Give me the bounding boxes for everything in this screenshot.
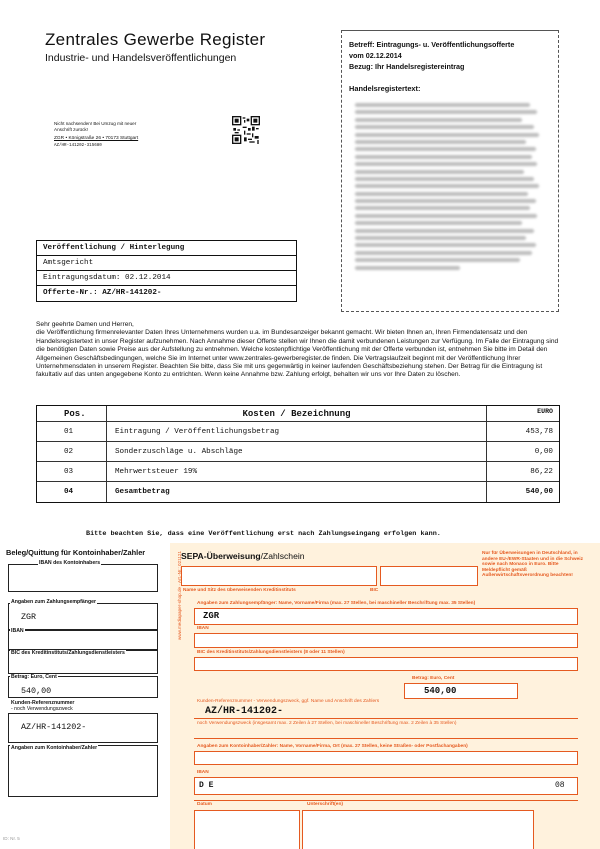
- register-text-blurred: [349, 103, 551, 270]
- publication-row: Veröffentlichung / Hinterlegung: [37, 241, 296, 256]
- sepa-amount-value: 540,00: [424, 686, 457, 696]
- sepa-title-rest: /Zahlschein: [260, 551, 305, 561]
- sepa-payer-label: Angaben zum Kontoinhaber/Zahler: Name, Vorname/Firma, Ort (max. 27 Stellen, keine Straßen- oder Postfachangaben): [197, 744, 468, 749]
- receipt-title: Beleg/Quittung für Kontoinhaber/Zahler: [6, 548, 146, 557]
- register-text-label: Handelsregistertext:: [349, 84, 421, 93]
- court-row: Amtsgericht: [37, 256, 296, 271]
- receipt-recipient-label: Angaben zum Zahlungsempfänger: [11, 599, 97, 605]
- table-row-total: [37, 482, 559, 502]
- desc-header: Kosten / Bezeichnung: [107, 406, 487, 421]
- entry-date-row: Eintragungsdatum: 02.12.2014: [37, 271, 296, 286]
- sepa-iban2-label: IBAN: [197, 770, 209, 775]
- sepa-iban-prefix: D E: [199, 781, 214, 790]
- pos-cell: 04: [37, 482, 107, 502]
- sepa-title-main: SEPA-Überweisung: [181, 551, 261, 561]
- receipt-amount-value: 540,00: [21, 686, 52, 696]
- receipt-iban2-label: IBAN: [11, 628, 24, 634]
- sepa-signature-field[interactable]: [302, 810, 534, 849]
- qr-code-icon: [232, 116, 260, 144]
- sepa-date-field[interactable]: [194, 810, 300, 849]
- sepa-iban-field[interactable]: [194, 633, 578, 648]
- table-row: [37, 442, 559, 462]
- receipt-iban-label: IBAN des Kontoinhabers: [39, 560, 101, 566]
- pos-header: Pos.: [37, 406, 107, 421]
- sepa-ref-line: [194, 718, 578, 719]
- sepa-bic-label: BIC des Kreditinstituts/Zahlungsdienstleisters (8 oder 11 Stellen): [197, 650, 345, 655]
- sepa-notice: Nur für Überweisungen in Deutschland, in andere EU-/EWR-Staaten und in die Schweiz sowie nach Monaco in Euro. Bitte Meldepflicht gemäß Außenwirtschaftsverordnung beachten!: [482, 551, 584, 579]
- offer-number-row: Offerte-Nr.: AZ/HR-141202-: [43, 289, 162, 297]
- pos-cell: 03: [37, 462, 107, 481]
- subject-reference: Bezug: Ihr Handelsregistereintrag: [349, 62, 465, 71]
- amount-header: EURO: [537, 408, 553, 415]
- receipt-ref-label: Kunden-Referenznummer: [11, 700, 75, 706]
- desc-cell: Gesamtbetrag: [107, 482, 487, 502]
- sepa-ref-label: Kunden-Referenznummer - Verwendungszweck, ggf. Name und Anschrift des Zahlers: [197, 699, 380, 704]
- subject-line: Betreff: Eintragungs- u. Veröffentlichungsofferte: [349, 40, 515, 49]
- sepa-payer-iban-field[interactable]: [194, 777, 578, 795]
- sepa-iban-label: IBAN: [197, 626, 209, 631]
- receipt-payer-label: Angaben zum Kontoinhaber/Zahler: [11, 745, 98, 751]
- receipt-amount-label: Betrag: Euro, Cent: [11, 674, 57, 680]
- corner-text: ID: Nr. 5: [3, 836, 20, 841]
- table-row: [37, 422, 559, 442]
- return-note: Nicht nachsenden! Bei Umzug mit neuer Anschrift zurück!: [54, 121, 137, 132]
- sepa-ref-value: AZ/HR-141202-: [205, 706, 284, 717]
- subject-date: vom 02.12.2014: [349, 51, 402, 60]
- sepa-amount-label: Betrag: Euro, Cent: [412, 676, 455, 681]
- sepa-ref2-line: [194, 738, 578, 739]
- sender-address: ZGR • Königstraße 26 • 70173 Stuttgart: [54, 136, 139, 141]
- subject-box: [341, 30, 559, 312]
- sepa-recipient-label: Angaben zum Zahlungsempfänger: Name, Vorname/Firma (max. 27 Stellen, bei maschineller Beschriftung max. 35 Stellen): [197, 601, 476, 606]
- receipt-recipient-value: ZGR: [21, 612, 37, 622]
- payment-note: Bitte beachten Sie, dass eine Veröffentlichung erst nach Zahlungseingang erfolgen kann.: [86, 530, 441, 538]
- receipt-payer-box[interactable]: [8, 745, 158, 797]
- receipt-ref-value: AZ/HR-141202-: [21, 722, 87, 732]
- amount-cell: 0,00: [534, 447, 553, 456]
- receipt-ref-sublabel: - noch Verwendungszweck: [11, 706, 73, 712]
- amount-cell: 86,22: [530, 467, 553, 476]
- sepa-date-line: [194, 800, 578, 801]
- desc-cell: Mehrwertsteuer 19%: [107, 462, 487, 481]
- letter-body: [36, 321, 561, 380]
- sepa-bank-field[interactable]: [181, 566, 377, 586]
- publication-table: [36, 240, 297, 302]
- cost-table-header: [37, 406, 559, 422]
- pos-cell: 01: [37, 422, 107, 441]
- greeting: Sehr geehrte Damen und Herren,: [36, 321, 134, 328]
- sepa-bic-small: BIC: [370, 588, 379, 593]
- letter-text: die Veröffentlichung firmenrelevanter Daten Ihres Unternehmens wurden u.a. im Bundesanzeiger bekannt gemacht. Wir bieten Ihnen an, Ihren Firmendatensatz und den Handelsregistertext in unser Register aufzunehmen. Nach Annahme dieser Offerte stellen wir Ihnen die damit verbundenen Leistungen zur Verfügung. Im Falle der Eintragung sind die benötigten Daten sowie Preise aus der Aufstellung zu entnehmen. Welche kostenpflichtige Veröffentlichung mit der Offerte verbunden ist, entnehmen Sie bitte im Detail den Allgemeinen Geschäftsbedingungen, welche Sie im Internet unter www.zentrales-gewerberegister.de finden. Die Vertragslaufzeit beginnt mit der Veröffentlichung Ihrer Unternehmensdaten in unserem Register. Beachten Sie bitte, dass Sie mit uns gegenwärtig in keiner laufenden Geschäftsbeziehung stehen. Der Betrag für die Eintragung ist fakultativ auf das unten angegebene Konto zu entrichten. Wenn keine Annahme bzw. Zahlung erfolgt, behalten wir uns vor Ihre Daten zu löschen.: [36, 329, 559, 379]
- receipt-iban-box[interactable]: [8, 564, 158, 592]
- sepa-date-label: Datum: [197, 802, 212, 807]
- amount-cell: 453,78: [525, 427, 553, 436]
- receipt-bic-label: BIC des Kreditinstituts/Zahlungsdienstleisters: [11, 650, 125, 656]
- sepa-sign-label: Unterschrift(en): [307, 802, 343, 807]
- desc-cell: Eintragung / Veröffentlichungsbetrag: [107, 422, 487, 441]
- sepa-bic-field[interactable]: [380, 566, 478, 586]
- company-subtitle: Industrie- und Handelsveröffentlichungen: [45, 52, 237, 64]
- table-row: [37, 462, 559, 482]
- sepa-side-text: www.mediapaper-shop.de · Art.-Nr.: 021121: [177, 550, 182, 640]
- sepa-recipient-value: ZGR: [203, 611, 220, 621]
- sepa-title: [181, 551, 305, 561]
- sepa-code: 08: [555, 781, 565, 790]
- sepa-amount-field[interactable]: [404, 683, 518, 699]
- desc-cell: Sonderzuschläge u. Abschläge: [107, 442, 487, 461]
- pos-cell: 02: [37, 442, 107, 461]
- sepa-bic-code-field[interactable]: [194, 657, 578, 671]
- sepa-payer-field[interactable]: [194, 751, 578, 765]
- sepa-bank-label: Name und Sitz des überweisenden Kreditinstituts: [183, 588, 296, 593]
- receipt-iban2-box[interactable]: [8, 630, 158, 650]
- reference-small: AZ/HR-141202-315680: [54, 144, 102, 148]
- sepa-recipient-field[interactable]: [194, 608, 578, 625]
- sepa-ref2-label: noch Verwendungszweck (insgesamt max. 2 Zeilen à 27 Stellen, bei maschineller Beschriftung max. 2 Zeilen à 35 Stellen): [197, 721, 457, 726]
- cost-table: [36, 405, 560, 503]
- company-title: Zentrales Gewerbe Register: [45, 30, 266, 49]
- amount-cell: 540,00: [525, 488, 553, 496]
